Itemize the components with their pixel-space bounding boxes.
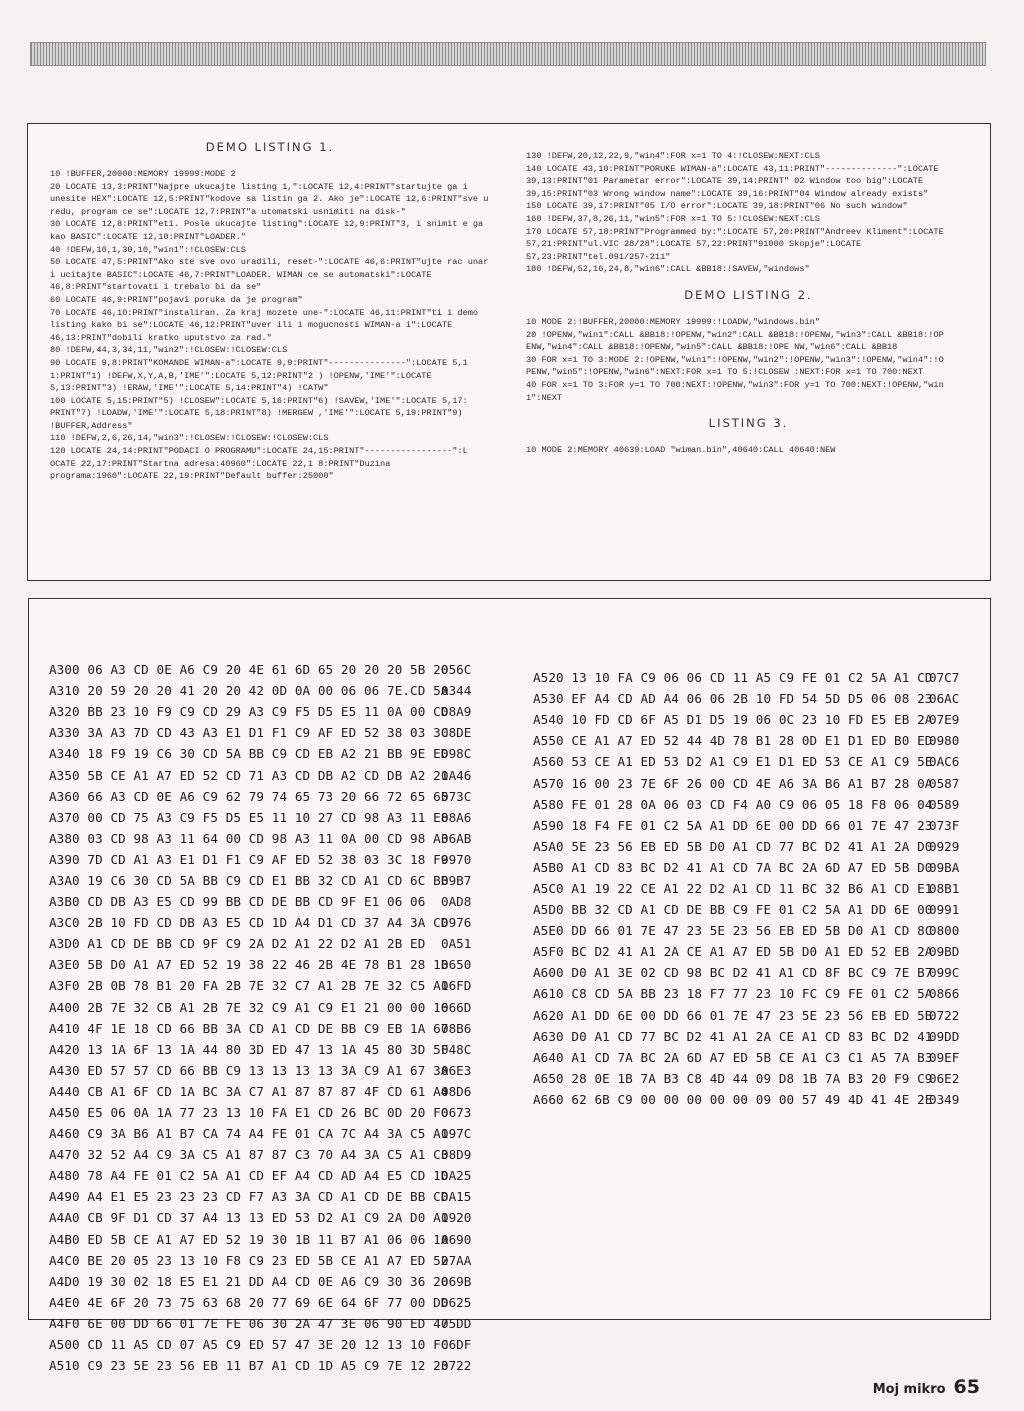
code-line: 90 LOCATE 9,8:PRINT"KOMANDE WIMAN-a":LOCATE 9,9:PRINT"---------------":LOCATE 5,1 1:PRINT"1) !DEFW,X,Y,A,B,'IME'":LOCATE 5,12:PRINT"2 ) !OPENW,'IME'":LOCATE 5,13:PRINT"3) !ERAW,'IME'":LOCATE 5,14:PRINT"4) !CATW"	[50, 357, 473, 394]
hex-bytes: A470 32 52 A4 C9 3A C5 A1 87 87 C3 70 A4 3A C5 A1 C3	[49, 1147, 449, 1163]
demo-listing-1-continued	[526, 150, 971, 276]
hex-row	[49, 1313, 472, 1334]
hex-row	[533, 962, 960, 983]
hex-row	[49, 722, 472, 743]
hex-bytes: A4E0 4E 6F 20 73 75 63 68 20 77 69 6E 64 6F 77 00 DD	[49, 1294, 449, 1310]
code-line: 40 FOR x=1 TO 3:FOR y=1 TO 700:NEXT:!OPENW,"win3":FOR y=1 TO 700:NEXT:!OPENW,"win 1":NEXT	[526, 379, 949, 403]
hex-bytes: A570 16 00 23 7E 6F 26 00 CD 4E A6 3A B6 A1 B7 28 0A	[533, 775, 933, 791]
hex-bytes: A650 28 0E 1B 7A B3 C8 4D 44 09 D8 1B 7A B3 20 F9 C9	[533, 1070, 933, 1086]
hex-row	[533, 1026, 960, 1047]
code-line: 120 LOCATE 24,14:PRINT"PODACI O PROGRAMU":LOCATE 24,15:PRINT"-----------------":L OCATE 22,17:PRINT"Startna adresa:40960":LOCATE 22,1 8:PRINT"Duzina programa:1960":LOCATE 22,19:PRINT"Default buffer:25000"	[50, 446, 473, 482]
hex-checksum: 08DE	[441, 725, 472, 741]
hex-checksum: 0A46	[441, 767, 472, 783]
hex-row	[49, 1186, 472, 1207]
listing-3-heading: LISTING 3.	[708, 416, 789, 431]
hex-checksum: 06E3	[441, 1062, 472, 1078]
hex-bytes: A530 EF A4 CD AD A4 06 06 2B 10 FD 54 5D D5 06 08 23	[533, 691, 933, 707]
hex-checksum: 0587	[929, 775, 960, 791]
hex-row	[533, 751, 960, 772]
hex-row	[533, 878, 960, 899]
code-line: 10 !BUFFER,20000:MEMORY 19999:MODE 2	[50, 169, 236, 179]
hex-checksum: 0980	[929, 733, 960, 749]
hex-checksum: 073F	[929, 817, 960, 833]
hex-bytes: A370 00 CD 75 A3 C9 F5 D5 E5 11 10 27 CD 98 A3 11 E8	[49, 809, 449, 825]
code-line: 70 LOCATE 46,10:PRINT"instaliran. Za kraj mozete une-":LOCATE 46,11:PRINT"ti i demo listing kako bi se":LOCATE 46,12:PRINT"uver ili i mogucnosti WIMAN-a i":LOCATE 46,13:PRINT"dobili kratko uputstvo za rad."	[50, 307, 484, 343]
hex-row	[49, 954, 472, 975]
hex-row	[49, 1102, 472, 1123]
hex-bytes: A440 CB A1 6F CD 1A BC 3A C7 A1 87 87 87 4F CD 61 A4	[49, 1083, 449, 1099]
hex-row	[49, 1039, 472, 1060]
hex-checksum: 09EF	[929, 1049, 960, 1065]
basic-listings-panel	[27, 123, 991, 581]
hex-bytes: A660 62 6B C9 00 00 00 00 00 09 00 57 49 4D 41 4E 2E	[533, 1091, 933, 1107]
code-line: 10 MODE 2:MEMORY 40639:LOAD "wiman.bin",40640:CALL 40640:NEW	[526, 445, 836, 456]
hex-bytes: A340 18 F9 19 C6 30 CD 5A BB C9 CD EB A2 21 BB 9E ED	[49, 746, 449, 762]
hex-row	[49, 1292, 472, 1313]
hex-checksum: 0866	[929, 986, 960, 1002]
hex-checksum: 07AA	[441, 1252, 472, 1268]
hex-bytes: A4B0 ED 5B CE A1 A7 ED 52 19 30 1B 11 B7 A1 06 06 1A	[49, 1231, 449, 1247]
hex-checksum: 08D6	[441, 1083, 472, 1099]
hex-checksum: 0650	[441, 957, 472, 973]
hex-bytes: A5F0 BC D2 41 A1 2A CE A1 A7 ED 5B D0 A1 ED 52 EB 2A	[533, 944, 933, 960]
hex-row	[533, 794, 960, 815]
hex-checksum: 0A25	[441, 1168, 472, 1184]
hex-checksum: 0349	[929, 1091, 960, 1107]
hex-bytes: A540 10 FD CD 6F A5 D1 D5 19 06 0C 23 10 FD E5 EB 2A	[533, 712, 933, 728]
hex-checksum: 0920	[441, 1210, 472, 1226]
magazine-name: Moj mikro	[872, 1382, 946, 1397]
hex-bytes: A320 BB 23 10 F9 C9 CD 29 A3 C9 F5 D5 E5 11 0A 00 CD	[49, 704, 449, 720]
hex-row	[49, 870, 472, 891]
hex-bytes: A630 D0 A1 CD 77 BC D2 41 A1 2A CE A1 CD 83 BC D2 41	[533, 1028, 933, 1044]
hex-dump-panel	[28, 598, 991, 1374]
hex-checksum: 08B1	[929, 880, 960, 896]
hex-bytes: A310 20 59 20 20 41 20 20 42 0D 0A 00 06 06 7E.CD 5A	[49, 683, 449, 699]
hex-row	[533, 709, 960, 730]
hex-checksum: 06FD	[441, 978, 472, 994]
hex-bytes: A430 ED 57 57 CD 66 BB C9 13 13 13 13 3A C9 A1 67 3A	[49, 1062, 449, 1078]
listing-3-code	[526, 444, 971, 457]
hex-bytes: A330 3A A3 7D CD 43 A3 E1 D1 F1 C9 AF ED 52 38 03 3C	[49, 725, 449, 741]
hex-checksum: 09B7	[441, 872, 472, 888]
code-line: 30 FOR x=1 TO 3:MODE 2:!OPENW,"win1":!OPENW,"win2":!OPENW,"win3":!OPENW,"win4":!O PENW,"win5":!OPENW,"win6":NEXT:FOR x=1 TO 5:!CLOSEW :NEXT:FOR x=1 TO 700:NEXT	[526, 354, 949, 378]
hex-bytes: A380 03 CD 98 A3 11 64 00 CD 98 A3 11 0A 00 CD 98 A3	[49, 830, 449, 846]
hex-checksum: 08A9	[441, 704, 472, 720]
code-line: 110 !DEFW,2,6,26,14,"win3":!CLOSEW:!CLOSEW:!CLOSEW:CLS	[50, 433, 329, 444]
hex-bytes: A410 4F 1E 18 CD 66 BB 3A CD A1 CD DE BB C9 EB 1A 67	[49, 1020, 449, 1036]
hex-row	[533, 1047, 960, 1068]
hex-bytes: A490 A4 E1 E5 23 23 23 CD F7 A3 3A CD A1 CD DE BB CD	[49, 1189, 449, 1205]
hex-checksum: 09BA	[929, 859, 960, 875]
hex-bytes: A3A0 19 C6 30 CD 5A BB C9 CD E1 BB 32 CD A1 CD 6C BB	[49, 872, 449, 888]
hex-row	[533, 730, 960, 751]
code-line: 80 !DEFW,44,3,34,11,"win2":!CLOSEW:!CLOSEW:CLS	[50, 345, 288, 356]
hex-row	[533, 1068, 960, 1089]
hex-row	[49, 1355, 472, 1376]
code-line: 160 !DEFW,37,8,26,11,"win5":FOR x=1 TO 5:!CLOSEW:NEXT:CLS	[526, 213, 820, 224]
hex-row	[533, 857, 960, 878]
hex-row	[533, 1005, 960, 1026]
hex-checksum: 066D	[441, 999, 472, 1015]
code-line: 180 !DEFW,52,16,24,8,"win6":CALL &BB18:!SAVEW,"windows"	[526, 264, 810, 275]
hex-bytes: A3D0 A1 CD DE BB CD 9F C9 2A D2 A1 22 D2 A1 2B ED	[49, 936, 426, 952]
code-line: 150 LOCATE 39,17:PRINT"05 I/O error":LOCATE 39,18:PRINT"06 No such window"	[526, 201, 908, 212]
page-footer	[873, 1376, 980, 1398]
hex-checksum: 0625	[441, 1294, 472, 1310]
hex-bytes: A480 78 A4 FE 01 C2 5A A1 CD EF A4 CD AD A4 E5 CD 1D	[49, 1168, 449, 1184]
hex-row	[49, 659, 472, 680]
hex-bytes: A5A0 5E 23 56 EB ED 5B D0 A1 CD 77 BC D2 41 A1 2A D0	[533, 838, 933, 854]
code-line: 100 LOCATE 5,15:PRINT"5) !CLOSEW":LOCATE 5,16:PRINT"6) !SAVEW,'IME'":LOCATE 5,17: PRINT"7) !LOADW,'IME'":LOCATE 5,18:PRINT"8) !MERGEW ,'IME'":LOCATE 5,19:PRINT"9) !BUFFER,Address"	[50, 395, 473, 431]
page-number: 65	[953, 1376, 980, 1398]
code-line: 20 LOCATE 13,3:PRINT"Najpre ukucajte listing 1,":LOCATE 12,4:PRINT"startujte ga i unesite HEX":LOCATE 12,5:PRINT"kodove sa listin ga 2. Ako je":LOCATE 12,6:PRINT"sve u redu, program ce se":LOCATE 12,7:PRINT"a utomatski usnimiti na disk-"	[50, 181, 494, 217]
hex-checksum: 05DD	[441, 1315, 472, 1331]
hex-row	[49, 891, 472, 912]
demo-listing-1	[50, 140, 494, 483]
hex-checksum: 056C	[441, 662, 472, 678]
code-line: 50 LOCATE 47,5:PRINT"Ako ste sve ovo uradili, reset-":LOCATE 46,6:PRINT"ujte rac unar i ucitajte BASIC":LOCATE 46,7:PRINT"LOADER. WIMAN ce se automatski":LOCATE 46,8:PRINT"startovati i trebalo bi da se"	[50, 257, 494, 293]
hex-bytes: A500 CD 11 A5 CD 07 A5 C9 ED 57 47 3E 20 12 13 10 FC	[49, 1337, 449, 1353]
hex-checksum: 06E2	[929, 1070, 960, 1086]
hex-checksum: 06AC	[929, 691, 960, 707]
hex-bytes: A640 A1 CD 7A BC 2A 6D A7 ED 5B CE A1 C3 C1 A5 7A B3	[533, 1049, 933, 1065]
hex-checksum: 06AB	[441, 830, 472, 846]
hex-checksum: 08D9	[441, 1147, 472, 1163]
hex-checksum: 0673	[441, 1105, 472, 1121]
hex-checksum: 098C	[441, 746, 472, 762]
hex-bytes: A300 06 A3 CD 0E A6 C9 20 4E 61 6D 65 20 20 20 5B 20	[49, 662, 449, 678]
hex-row	[533, 899, 960, 920]
hex-row	[49, 807, 472, 828]
hex-bytes: A4F0 6E 00 DD 66 01 7E FE 06 30 2A 47 3E 06 90 ED 47	[49, 1315, 449, 1331]
hex-checksum: 09DD	[929, 1028, 960, 1044]
hex-bytes: A610 C8 CD 5A BB 23 18 F7 77 23 10 FC C9 FE 01 C2 5A	[533, 986, 933, 1002]
hex-row	[49, 1018, 472, 1039]
hex-checksum: 09BD	[929, 944, 960, 960]
code-line: 30 LOCATE 12,8:PRINT"eti. Posle ukucajte listing":LOCATE 12,9:PRINT"3, i snimit e ga kao BASIC":LOCATE 12,10:PRINT"LOADER."	[50, 219, 489, 242]
code-line: 10 MODE 2:!BUFFER,20000:MEMORY 19999:!LOADW,"windows.bin"	[526, 316, 820, 327]
hex-row	[533, 941, 960, 962]
hex-row	[49, 997, 472, 1018]
hex-row	[49, 1060, 472, 1081]
hex-bytes: A3B0 CD DB A3 E5 CD 99 BB CD DE BB CD 9F E1 06 06	[49, 894, 426, 910]
hex-row	[49, 1250, 472, 1271]
hex-bytes: A390 7D CD A1 A3 E1 D1 F1 C9 AF ED 52 38 03 3C 18 F9	[49, 851, 449, 867]
hex-checksum: 0991	[929, 902, 960, 918]
hex-checksum: 07C7	[929, 670, 960, 686]
hex-row	[49, 1207, 472, 1228]
hex-checksum: 07E9	[929, 712, 960, 728]
hex-checksum: 0976	[441, 915, 472, 931]
hex-dump-right-column	[533, 667, 960, 1110]
hex-checksum: 0A15	[441, 1189, 472, 1205]
hex-bytes: A5E0 DD 66 01 7E 47 23 5E 23 56 EB ED 5B D0 A1 CD 8C	[533, 923, 933, 939]
hex-checksum: 069B	[441, 1273, 472, 1289]
hex-bytes: A420 13 1A 6F 13 1A 44 80 3D ED 47 13 1A 45 80 3D 5F	[49, 1041, 449, 1057]
code-line: 40 !DEFW,10,1,30,10,"win1":!CLOSEW:CLS	[50, 244, 246, 255]
hex-row	[49, 786, 472, 807]
hex-row	[533, 983, 960, 1004]
code-line: 60 LOCATE 46,9:PRINT"pojavi poruka da je program"	[50, 294, 303, 305]
hex-row	[49, 743, 472, 764]
hex-row	[533, 1089, 960, 1110]
hex-row	[533, 688, 960, 709]
demo-listing-1-heading: DEMO LISTING 1.	[205, 140, 335, 154]
hex-row	[533, 920, 960, 941]
hex-checksum: 048C	[441, 1041, 472, 1057]
hex-checksum: 0344	[441, 683, 472, 699]
hex-bytes: A350 5B CE A1 A7 ED 52 CD 71 A3 CD DB A2 CD DB A2 21	[49, 767, 449, 783]
hex-checksum: 08B6	[441, 1020, 472, 1036]
demo-listing-2-code	[526, 316, 971, 404]
hex-row	[533, 815, 960, 836]
demo-listing-1-code	[50, 168, 494, 483]
code-line: 170 LOCATE 57,18:PRINT"Programmed by:":LOCATE 57,20:PRINT"Andreev Kliment":LOCATE 57,21:PRINT"ul.VIC 28/28":LOCATE 57,22:PRINT"91000 Skopje":LOCATE 57,23:PRINT"tel.091/257-211"	[526, 226, 949, 262]
code-line: 140 LOCATE 43,10:PRINT"PORUKE WIMAN-a":LOCATE 43,11:PRINT"--------------":LOCATE 39,13:PRINT"01 Parametar error":LOCATE 39,14:PRINT" 02 Window too big":LOCATE 39,15:PRINT"03 Wrong window name":LOCATE 39,16:PRINT"04 Window already exists"	[526, 163, 944, 199]
hex-bytes: A5B0 A1 CD 83 BC D2 41 A1 CD 7A BC 2A 6D A7 ED 5B D0	[533, 859, 933, 875]
code-line: 20 !OPENW,"win1":CALL &BB18:!OPENW,"win2":CALL &BB18:!OPENW,"win3":CALL &BB18:!OP ENW,"win4":CALL &BB18:!OPENW,"win5":CALL &BB18:!OPE NW,"win6":CALL &BB18	[526, 329, 949, 353]
header-rule	[30, 42, 986, 66]
demo-listing-right-column	[526, 150, 971, 457]
demo-listing-2-heading: DEMO LISTING 2.	[684, 287, 813, 302]
hex-bytes: A5D0 BB 32 CD A1 CD DE BB C9 FE 01 C2 5A A1 DD 6E 00	[533, 902, 933, 918]
hex-checksum: 0970	[441, 851, 472, 867]
hex-row	[49, 680, 472, 701]
hex-dump-left-column	[49, 659, 472, 1376]
hex-row	[533, 667, 960, 688]
hex-row	[49, 912, 472, 933]
hex-checksum: 097C	[441, 1126, 472, 1142]
hex-checksum: 0929	[929, 838, 960, 854]
hex-bytes: A4A0 CB 9F D1 CD 37 A4 13 13 ED 53 D2 A1 C9 2A D0 A1	[49, 1210, 449, 1226]
hex-checksum: 06DF	[441, 1337, 472, 1353]
hex-bytes: A400 2B 7E 32 CB A1 2B 7E 32 C9 A1 C9 E1 21 00 00 16	[49, 999, 449, 1015]
hex-row	[49, 1229, 472, 1250]
hex-checksum: 0722	[441, 1358, 472, 1374]
hex-row	[49, 975, 472, 996]
hex-row	[49, 1271, 472, 1292]
hex-bytes: A550 CE A1 A7 ED 52 44 4D 78 B1 28 0D E1 D1 ED B0 ED	[533, 733, 933, 749]
hex-checksum: 0AD8	[441, 894, 472, 910]
hex-row	[533, 836, 960, 857]
hex-bytes: A4C0 BE 20 05 23 13 10 F8 C9 23 ED 5B CE A1 A7 ED 52	[49, 1252, 449, 1268]
hex-bytes: A360 66 A3 CD 0E A6 C9 62 79 74 65 73 20 66 72 65 65	[49, 788, 449, 804]
code-line: 130 !DEFW,20,12,22,9,"win4":FOR x=1 TO 4:!CLOSEW:NEXT:CLS	[526, 151, 820, 161]
hex-checksum: 0690	[441, 1231, 472, 1247]
hex-row	[49, 1144, 472, 1165]
hex-row	[49, 764, 472, 785]
hex-bytes: A4D0 19 30 02 18 E5 E1 21 DD A4 CD 0E A6 C9 30 36 20	[49, 1273, 449, 1289]
hex-bytes: A3F0 2B 0B 78 B1 20 FA 2B 7E 32 C7 A1 2B 7E 32 C5 A1	[49, 978, 449, 994]
hex-bytes: A520 13 10 FA C9 06 06 CD 11 A5 C9 FE 01 C2 5A A1 CD	[533, 670, 933, 686]
hex-checksum: 099C	[929, 965, 960, 981]
hex-bytes: A560 53 CE A1 ED 53 D2 A1 C9 E1 D1 ED 53 CE A1 C9 5E	[533, 754, 933, 770]
hex-checksum: 0A51	[441, 936, 472, 952]
hex-bytes: A600 D0 A1 3E 02 CD 98 BC D2 41 A1 CD 8F BC C9 7E B7	[533, 965, 933, 981]
hex-row	[49, 1081, 472, 1102]
hex-checksum: 073C	[441, 788, 472, 804]
hex-row	[49, 828, 472, 849]
hex-checksum: 08A6	[441, 809, 472, 825]
hex-checksum: 0800	[929, 923, 960, 939]
hex-row	[533, 772, 960, 793]
hex-bytes: A3E0 5B D0 A1 A7 ED 52 19 38 22 46 2B 4E 78 B1 28 1B	[49, 957, 449, 973]
hex-bytes: A450 E5 06 0A 1A 77 23 13 10 FA E1 CD 26 BC 0D 20 F0	[49, 1105, 449, 1121]
hex-bytes: A5C0 A1 19 22 CE A1 22 D2 A1 CD 11 BC 32 B6 A1 CD E1	[533, 880, 933, 896]
hex-row	[49, 1123, 472, 1144]
hex-row	[49, 1165, 472, 1186]
hex-bytes: A590 18 F4 FE 01 C2 5A A1 DD 6E 00 DD 66 01 7E 47 23	[533, 817, 933, 833]
hex-row	[49, 849, 472, 870]
hex-row	[49, 701, 472, 722]
hex-bytes: A460 C9 3A B6 A1 B7 CA 74 A4 FE 01 CA 7C A4 3A C5 A1	[49, 1126, 449, 1142]
hex-checksum: 0AC6	[929, 754, 960, 770]
hex-row	[49, 933, 472, 954]
hex-checksum: 0589	[929, 796, 960, 812]
hex-bytes: A580 FE 01 28 0A 06 03 CD F4 A0 C9 06 05 18 F8 06 04	[533, 796, 933, 812]
hex-bytes: A510 C9 23 5E 23 56 EB 11 B7 A1 CD 1D A5 C9 7E 12 23	[49, 1358, 449, 1374]
hex-bytes: A3C0 2B 10 FD CD DB A3 E5 CD 1D A4 D1 CD 37 A4 3A CD	[49, 915, 449, 931]
hex-row	[49, 1334, 472, 1355]
hex-bytes: A620 A1 DD 6E 00 DD 66 01 7E 47 23 5E 23 56 EB ED 5B	[533, 1007, 933, 1023]
hex-checksum: 0722	[929, 1007, 960, 1023]
